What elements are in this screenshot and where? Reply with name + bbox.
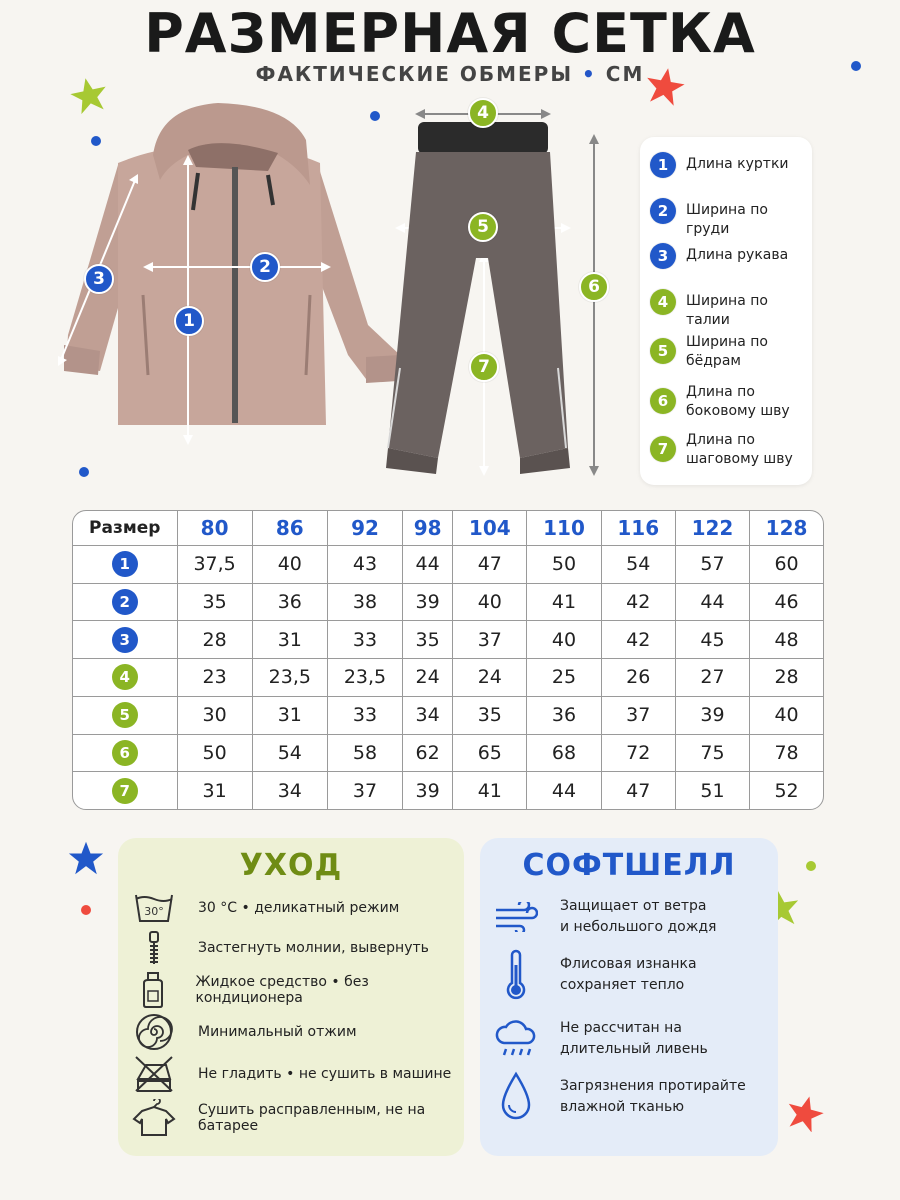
spin-icon xyxy=(132,1014,176,1050)
softshell-line: и небольшого дождя xyxy=(560,919,717,935)
softshell-item xyxy=(494,1072,746,1122)
softshell-line: Защищает от ветра xyxy=(560,898,707,914)
table-row xyxy=(73,621,823,659)
softshell-title: СОФТШЕЛЛ xyxy=(522,848,736,883)
table-cell: 54 xyxy=(252,734,327,772)
no-iron-no-dry-icon xyxy=(132,1056,176,1092)
legend-item xyxy=(650,333,770,371)
care-text: Застегнуть молнии, вывернуть xyxy=(198,940,429,956)
table-cell: 58 xyxy=(327,734,402,772)
legend-item xyxy=(650,431,796,469)
row-number-badge: 3 xyxy=(112,627,138,653)
table-cell: 34 xyxy=(403,696,453,734)
legend-item xyxy=(650,383,796,421)
table-cell: 50 xyxy=(177,734,252,772)
table-cell: 44 xyxy=(675,583,749,621)
table-cell: 36 xyxy=(527,696,601,734)
table-cell: 48 xyxy=(750,621,823,659)
table-cell: 65 xyxy=(453,734,527,772)
row-marker-cell xyxy=(73,696,177,734)
table-cell: 40 xyxy=(750,696,823,734)
marker-7: 7 xyxy=(469,352,499,382)
softshell-item xyxy=(494,892,716,942)
table-cell: 36 xyxy=(252,583,327,621)
dot-decoration xyxy=(80,904,92,916)
table-cell: 31 xyxy=(252,621,327,659)
legend-number: 5 xyxy=(650,338,676,364)
care-item xyxy=(132,1056,451,1092)
row-number-badge: 5 xyxy=(112,702,138,728)
softshell-item xyxy=(494,1014,708,1064)
table-cell: 25 xyxy=(527,659,601,697)
table-cell: 60 xyxy=(750,545,823,583)
table-cell: 54 xyxy=(601,545,675,583)
table-cell: 23 xyxy=(177,659,252,697)
row-number-badge: 1 xyxy=(112,551,138,577)
table-cell: 47 xyxy=(601,772,675,809)
subtitle-dot: • xyxy=(582,62,597,86)
table-cell: 41 xyxy=(527,583,601,621)
care-item xyxy=(132,890,399,926)
row-marker-cell xyxy=(73,659,177,697)
table-cell: 24 xyxy=(403,659,453,697)
table-cell: 39 xyxy=(403,772,453,809)
marker-2: 2 xyxy=(250,252,280,282)
table-cell: 34 xyxy=(252,772,327,809)
table-row xyxy=(73,659,823,697)
table-cell: 51 xyxy=(675,772,749,809)
table-cell: 30 xyxy=(177,696,252,734)
table-cell: 57 xyxy=(675,545,749,583)
size-column-header: 86 xyxy=(252,511,327,545)
legend-label: Длина по боковому шву xyxy=(686,384,790,419)
row-number-badge: 7 xyxy=(112,778,138,804)
table-cell: 50 xyxy=(527,545,601,583)
wind-icon xyxy=(494,892,538,942)
table-cell: 35 xyxy=(403,621,453,659)
page-title: РАЗМЕРНАЯ СЕТКА xyxy=(144,2,756,65)
table-row xyxy=(73,545,823,583)
size-column-header: 98 xyxy=(403,511,453,545)
table-cell: 33 xyxy=(327,621,402,659)
softshell-text xyxy=(560,1076,746,1118)
table-row xyxy=(73,696,823,734)
table-cell: 27 xyxy=(675,659,749,697)
table-row xyxy=(73,583,823,621)
table-cell: 52 xyxy=(750,772,823,809)
row-number-badge: 4 xyxy=(112,664,138,690)
legend-number: 1 xyxy=(650,152,676,178)
table-cell: 23,5 xyxy=(327,659,402,697)
softshell-line: Не рассчитан на xyxy=(560,1020,682,1036)
care-text: 30 °C • деликатный режим xyxy=(198,900,400,916)
detergent-bottle-icon xyxy=(132,972,173,1008)
table-cell: 24 xyxy=(453,659,527,697)
size-table xyxy=(72,510,824,810)
softshell-card xyxy=(480,838,778,1156)
care-text: Жидкое средство • без кондиционера xyxy=(195,974,369,1006)
size-column-header: 116 xyxy=(601,511,675,545)
legend-label: Длина по шаговому шву xyxy=(686,432,793,467)
table-row xyxy=(73,734,823,772)
marker-1: 1 xyxy=(174,306,204,336)
table-cell: 43 xyxy=(327,545,402,583)
table-cell: 68 xyxy=(527,734,601,772)
table-row xyxy=(73,772,823,809)
care-text: Не гладить • не сушить в машине xyxy=(198,1066,452,1082)
table-cell: 37,5 xyxy=(177,545,252,583)
table-cell: 26 xyxy=(601,659,675,697)
table-cell: 37 xyxy=(327,772,402,809)
care-item xyxy=(132,1014,357,1050)
legend-item xyxy=(650,152,789,178)
softshell-line: влажной тканью xyxy=(560,1099,685,1115)
table-cell: 35 xyxy=(177,583,252,621)
table-cell: 28 xyxy=(177,621,252,659)
table-cell: 62 xyxy=(403,734,453,772)
table-cell: 37 xyxy=(453,621,527,659)
softshell-text xyxy=(560,954,697,996)
table-cell: 46 xyxy=(750,583,823,621)
dot-decoration xyxy=(805,860,817,872)
row-number-badge: 2 xyxy=(112,589,138,615)
subtitle-unit: СМ xyxy=(605,62,645,86)
row-marker-cell xyxy=(73,772,177,809)
table-cell: 45 xyxy=(675,621,749,659)
legend-item xyxy=(650,289,812,330)
legend-label: Ширина по талии xyxy=(686,293,768,328)
thermometer-icon xyxy=(494,950,538,1000)
legend-number: 2 xyxy=(650,198,676,224)
table-cell: 75 xyxy=(675,734,749,772)
star-icon xyxy=(68,840,104,876)
row-number-badge: 6 xyxy=(112,740,138,766)
table-cell: 40 xyxy=(453,583,527,621)
table-cell: 40 xyxy=(527,621,601,659)
zipper-icon xyxy=(132,930,176,966)
table-cell: 37 xyxy=(601,696,675,734)
table-cell: 42 xyxy=(601,583,675,621)
legend-number: 3 xyxy=(650,243,676,269)
subtitle-left: ФАКТИЧЕСКИЕ ОБМЕРЫ xyxy=(255,62,574,86)
table-cell: 31 xyxy=(177,772,252,809)
care-text: Минимальный отжим xyxy=(198,1024,357,1040)
marker-3: 3 xyxy=(84,264,114,294)
softshell-line: Флисовая изнанка xyxy=(560,956,697,972)
softshell-text xyxy=(560,1018,708,1060)
table-cell: 44 xyxy=(403,545,453,583)
row-marker-cell xyxy=(73,734,177,772)
star-icon xyxy=(786,1094,824,1132)
measurement-legend xyxy=(640,137,812,485)
row-marker-cell xyxy=(73,621,177,659)
legend-number: 7 xyxy=(650,436,676,462)
softshell-item xyxy=(494,950,697,1000)
size-header-label: Размер xyxy=(73,511,177,545)
legend-number: 4 xyxy=(650,289,676,315)
row-marker-cell xyxy=(73,583,177,621)
softshell-text xyxy=(560,896,716,938)
legend-number: 6 xyxy=(650,388,676,414)
table-header-row xyxy=(73,511,823,545)
marker-6: 6 xyxy=(579,272,609,302)
legend-label: Длина куртки xyxy=(686,156,789,172)
table-cell: 47 xyxy=(453,545,527,583)
size-column-header: 122 xyxy=(675,511,749,545)
star-icon xyxy=(645,66,685,106)
care-item xyxy=(132,930,429,966)
table-cell: 42 xyxy=(601,621,675,659)
table-cell: 41 xyxy=(453,772,527,809)
legend-label: Ширина по груди xyxy=(686,202,768,237)
care-text: Сушить расправленным, не на батарее xyxy=(198,1102,426,1134)
svg-text:30°: 30° xyxy=(144,905,164,918)
row-marker-cell xyxy=(73,545,177,583)
table-cell: 33 xyxy=(327,696,402,734)
marker-5: 5 xyxy=(468,212,498,242)
marker-4: 4 xyxy=(468,98,498,128)
table-cell: 23,5 xyxy=(252,659,327,697)
table-cell: 72 xyxy=(601,734,675,772)
legend-item xyxy=(650,243,788,269)
table-cell: 39 xyxy=(675,696,749,734)
size-column-header: 92 xyxy=(327,511,402,545)
table-cell: 39 xyxy=(403,583,453,621)
table-cell: 28 xyxy=(750,659,823,697)
pants-illustration xyxy=(370,118,590,478)
hanger-shirt-icon xyxy=(132,1100,176,1136)
table-cell: 40 xyxy=(252,545,327,583)
drop-icon xyxy=(494,1072,538,1122)
table-cell: 78 xyxy=(750,734,823,772)
softshell-line: Загрязнения протирайте xyxy=(560,1078,746,1094)
size-column-header: 80 xyxy=(177,511,252,545)
softshell-line: длительный ливень xyxy=(560,1041,708,1057)
legend-label: Ширина по бёдрам xyxy=(686,334,768,369)
softshell-line: сохраняет тепло xyxy=(560,977,685,993)
care-card xyxy=(118,838,464,1156)
care-title: УХОД xyxy=(239,848,343,883)
rain-cloud-icon xyxy=(494,1014,538,1064)
dot-decoration xyxy=(850,60,862,72)
care-item xyxy=(132,1100,464,1136)
care-item xyxy=(132,972,464,1008)
table-cell: 38 xyxy=(327,583,402,621)
table-cell: 31 xyxy=(252,696,327,734)
size-column-header: 110 xyxy=(527,511,601,545)
size-column-header: 104 xyxy=(453,511,527,545)
wash-30-icon xyxy=(132,890,176,926)
table-cell: 44 xyxy=(527,772,601,809)
table-cell: 35 xyxy=(453,696,527,734)
legend-item xyxy=(650,198,812,239)
size-column-header: 128 xyxy=(750,511,823,545)
legend-label: Длина рукава xyxy=(686,247,789,263)
